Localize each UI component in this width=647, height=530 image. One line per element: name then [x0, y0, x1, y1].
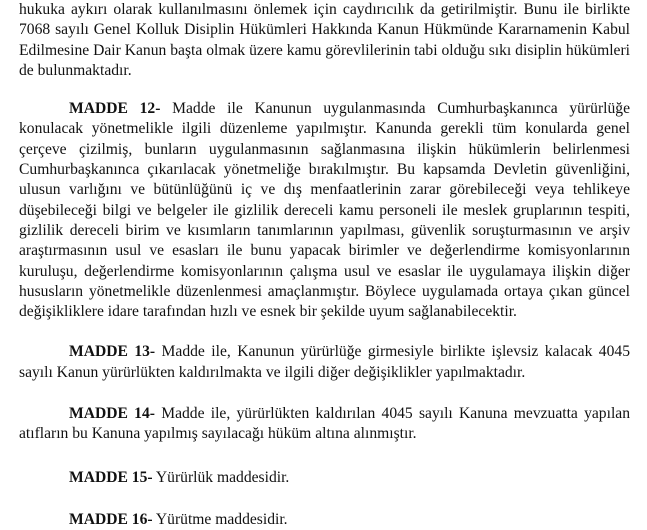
article-heading: MADDE 15-: [69, 468, 153, 486]
document-page: [19, 0, 630, 530]
article-heading: MADDE 14-: [69, 405, 155, 423]
article-body: Yürürlük maddesidir.: [152, 468, 290, 486]
article-12: [19, 99, 630, 322]
article-body: Madde ile, Kanunun yürürlüğe girmesiyle birlikte işlevsiz kalacak 4045 sayılı Kanun yürürlükten kaldırılmakta ve ilgili diğer değişiklikler yapılmaktadır.: [19, 343, 630, 381]
article-13: [19, 342, 630, 383]
article-body: Madde ile Kanunun uygulanmasında Cumhurbaşkanınca yürürlüğe konulacak yönetmelikle ilgili düzenleme yapılmıştır. Kanunda gerekli tüm konularda genel çerçeve çizilmiş, bunların uygulanmasının sağlanmasına ilişkin hükümlerin belirlenmesi Cumhurbaşkanınca çıkarılacak yönetmeliğe bırakılmıştır. Bu kapsamda Devletin güvenliğini, ulusun varlığını ve bütünlüğünü iç ve dış menfaatlerinin zarar görebileceği veya tehlikeye düşebileceği bilgi ve belgeler ile gizlilik dereceli kamu personeli ile meslek gruplarının tespiti, gizlilik dereceli birim ve kısımların tanımlarının yapılması, güvenlik soruşturmasının ve arşiv araştırmasının usul ve esasları ile bunu yapacak birimler ve değerlendirme komisyonlarının kuruluşu, değerlendirme komisyonlarının çalışma usul ve esaslar ile uygulamaya ilişkin diğer hususların yönetmelikle düzenlenmesi amaçlanmıştır. Böylece uygulamada ortaya çıkan güncel değişikliklere idare tarafından hızlı ve esnek bir şekilde uyum sağlanabilecektir.: [19, 100, 630, 321]
article-body: Yürütme maddesidir.: [152, 510, 288, 528]
article-16: [19, 510, 630, 530]
article-heading: MADDE 12-: [69, 100, 161, 118]
article-14: [19, 404, 630, 445]
article-15: [19, 468, 630, 488]
article-heading: MADDE 16-: [69, 510, 153, 528]
article-heading: MADDE 13-: [69, 343, 156, 361]
intro-paragraph: hukuka aykırı olarak kullanılmasını önlemek için caydırıcılık da getirilmiştir. Bunu ile birlikte 7068 sayılı Genel Kolluk Disiplin Hükümleri Hakkında Kanun Hükmünde Kararnamenin Kabul Edilmesine Dair Kanun başta olmak üzere kamu görevlilerinin tabi olduğu sıkı disiplin hükümleri de bulunmaktadır.: [19, 1, 630, 79]
article-body: Madde ile, yürürlükten kaldırılan 4045 sayılı Kanuna mevzuatta yapılan atıfların bu Kanuna yapılmış sayılacağı hüküm altına alınmıştır.: [19, 405, 630, 443]
